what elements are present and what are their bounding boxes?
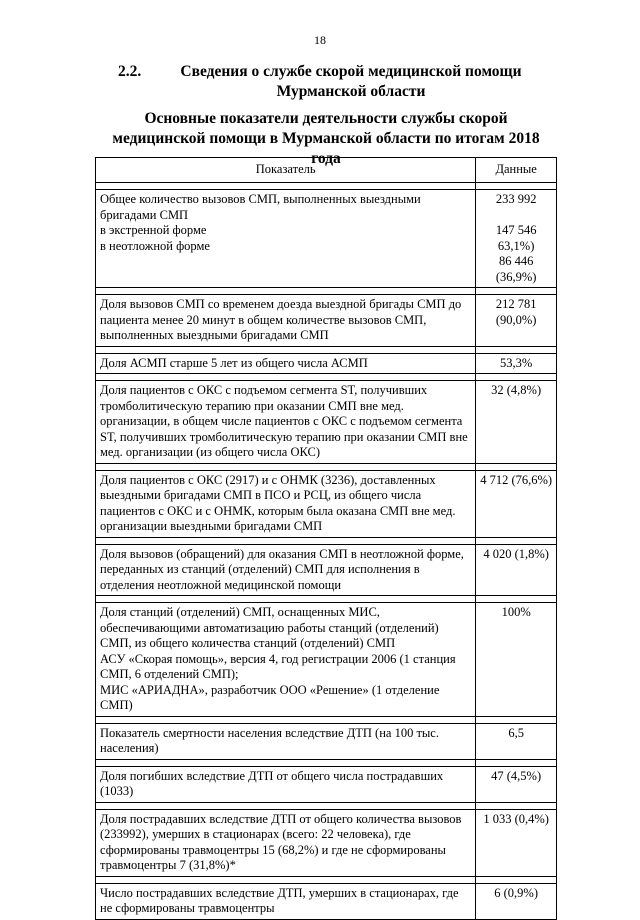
table-row xyxy=(96,190,557,288)
value-cell xyxy=(476,295,557,347)
table-row xyxy=(96,603,557,717)
table-row xyxy=(96,723,557,759)
section-title: Сведения о службе скорой медицинской помощи Мурманской области xyxy=(180,63,522,100)
table-header-row xyxy=(96,158,557,183)
table-title: Основные показатели деятельности службы скорой медицинской помощи в Мурманской области по итогам 2018 года xyxy=(112,110,540,167)
indicator-cell: Доля погибших вследствие ДТП от общего числа пострадавших (1033) xyxy=(96,766,476,802)
header-data: Данные xyxy=(476,158,557,183)
indicator-text: АСУ «Скорая помощь», версия 4, год регистрации 2006 (1 станция СМП, 6 отделений СМП); xyxy=(100,651,456,681)
table-row xyxy=(96,544,557,596)
table-row xyxy=(96,295,557,347)
table-row xyxy=(96,470,557,537)
indicator-cell: Доля пациентов с ОКС с подъемом сегмента ST, получивших тромболитическую терапию при оказании СМП вне мед. организации, в общем числе пациентов с ОКС с подъемом сегмента ST, получивших тромболитическую терапию при оказании СМП вне мед. организации (из общего числа ОКС) xyxy=(96,381,476,464)
indicator-text: Доля станций (отделений) СМП, оснащенных МИС, обеспечивающими автоматизацию работы станций (отделений) СМП, из общего количества станций (отделений) СМП xyxy=(100,605,439,650)
indicator-text: в неотложной форме xyxy=(100,238,210,253)
section-heading xyxy=(118,62,538,102)
indicator-cell: Доля вызовов СМП со временем доезда выездной бригады СМП до пациента менее 20 минут в общем количестве вызовов СМП, выполненных выездными бригадами СМП xyxy=(96,295,476,347)
value-cell: 6 (0,9%) xyxy=(476,883,557,919)
value-cell: 53,3% xyxy=(476,353,557,374)
page-number: 18 xyxy=(314,33,326,47)
value-text: 233 992 xyxy=(495,192,537,206)
value-text: 86 446 (36,9%) xyxy=(495,254,537,284)
value-text: 147 546 63,1%) xyxy=(495,223,537,253)
indicator-cell: Доля вызовов (обращений) для оказания СМП в неотложной форме, переданных из станций (отделений) СМП для исполнения в отделения неотложной медицинской помощи xyxy=(96,544,476,596)
indicator-text: МИС «АРИАДНА», разработчик ООО «Решение» (1 отделение СМП) xyxy=(100,682,440,712)
table-row xyxy=(96,381,557,464)
indicator-cell xyxy=(96,190,476,288)
indicator-cell: Доля пострадавших вследствие ДТП от общего количества вызовов (233992), умерших в стационарах (всего: 22 человека), где сформированы травмоцентры 15 (68,2%) и где не сформированы травмоцентры 7 (31,8%)* xyxy=(96,809,476,876)
table-row xyxy=(96,353,557,374)
value-cell: 47 (4,5%) xyxy=(476,766,557,802)
indicator-cell: Число пострадавших вследствие ДТП, умерших в стационарах, где не сформированы травмоцентры xyxy=(96,883,476,919)
table-row xyxy=(96,809,557,876)
header-indicator: Показатель xyxy=(96,158,476,183)
indicator-cell xyxy=(96,603,476,717)
value-cell: 6,5 xyxy=(476,723,557,759)
section-number: 2.2. xyxy=(118,63,142,80)
indicator-cell: Доля АСМП старше 5 лет из общего числа АСМП xyxy=(96,353,476,374)
value-cell: 4 020 (1,8%) xyxy=(476,544,557,596)
indicator-cell: Показатель смертности населения вследствие ДТП (на 100 тыс. населения) xyxy=(96,723,476,759)
value-cell xyxy=(476,190,557,288)
value-cell: 100% xyxy=(476,603,557,717)
value-text: 212 781 xyxy=(495,297,537,311)
value-cell: 32 (4,8%) xyxy=(476,381,557,464)
table-row xyxy=(96,883,557,919)
indicators-table xyxy=(95,157,557,920)
indicator-text: в экстренной форме xyxy=(100,223,207,237)
value-cell: 1 033 (0,4%) xyxy=(476,809,557,876)
value-text: (90,0%) xyxy=(495,312,537,327)
value-spacer xyxy=(478,208,554,224)
table-row xyxy=(96,766,557,802)
indicator-text: Общее количество вызовов СМП, выполненных выездными бригадами СМП xyxy=(100,192,421,222)
indicator-cell: Доля пациентов с ОКС (2917) и с ОНМК (3236), доставленных выездными бригадами СМП в ПСО и РСЦ, из общего числа пациентов с ОКС и с ОНМК, которым была оказана СМП вне мед. организации выездными бригадами СМП xyxy=(96,470,476,537)
value-cell: 4 712 (76,6%) xyxy=(476,470,557,537)
